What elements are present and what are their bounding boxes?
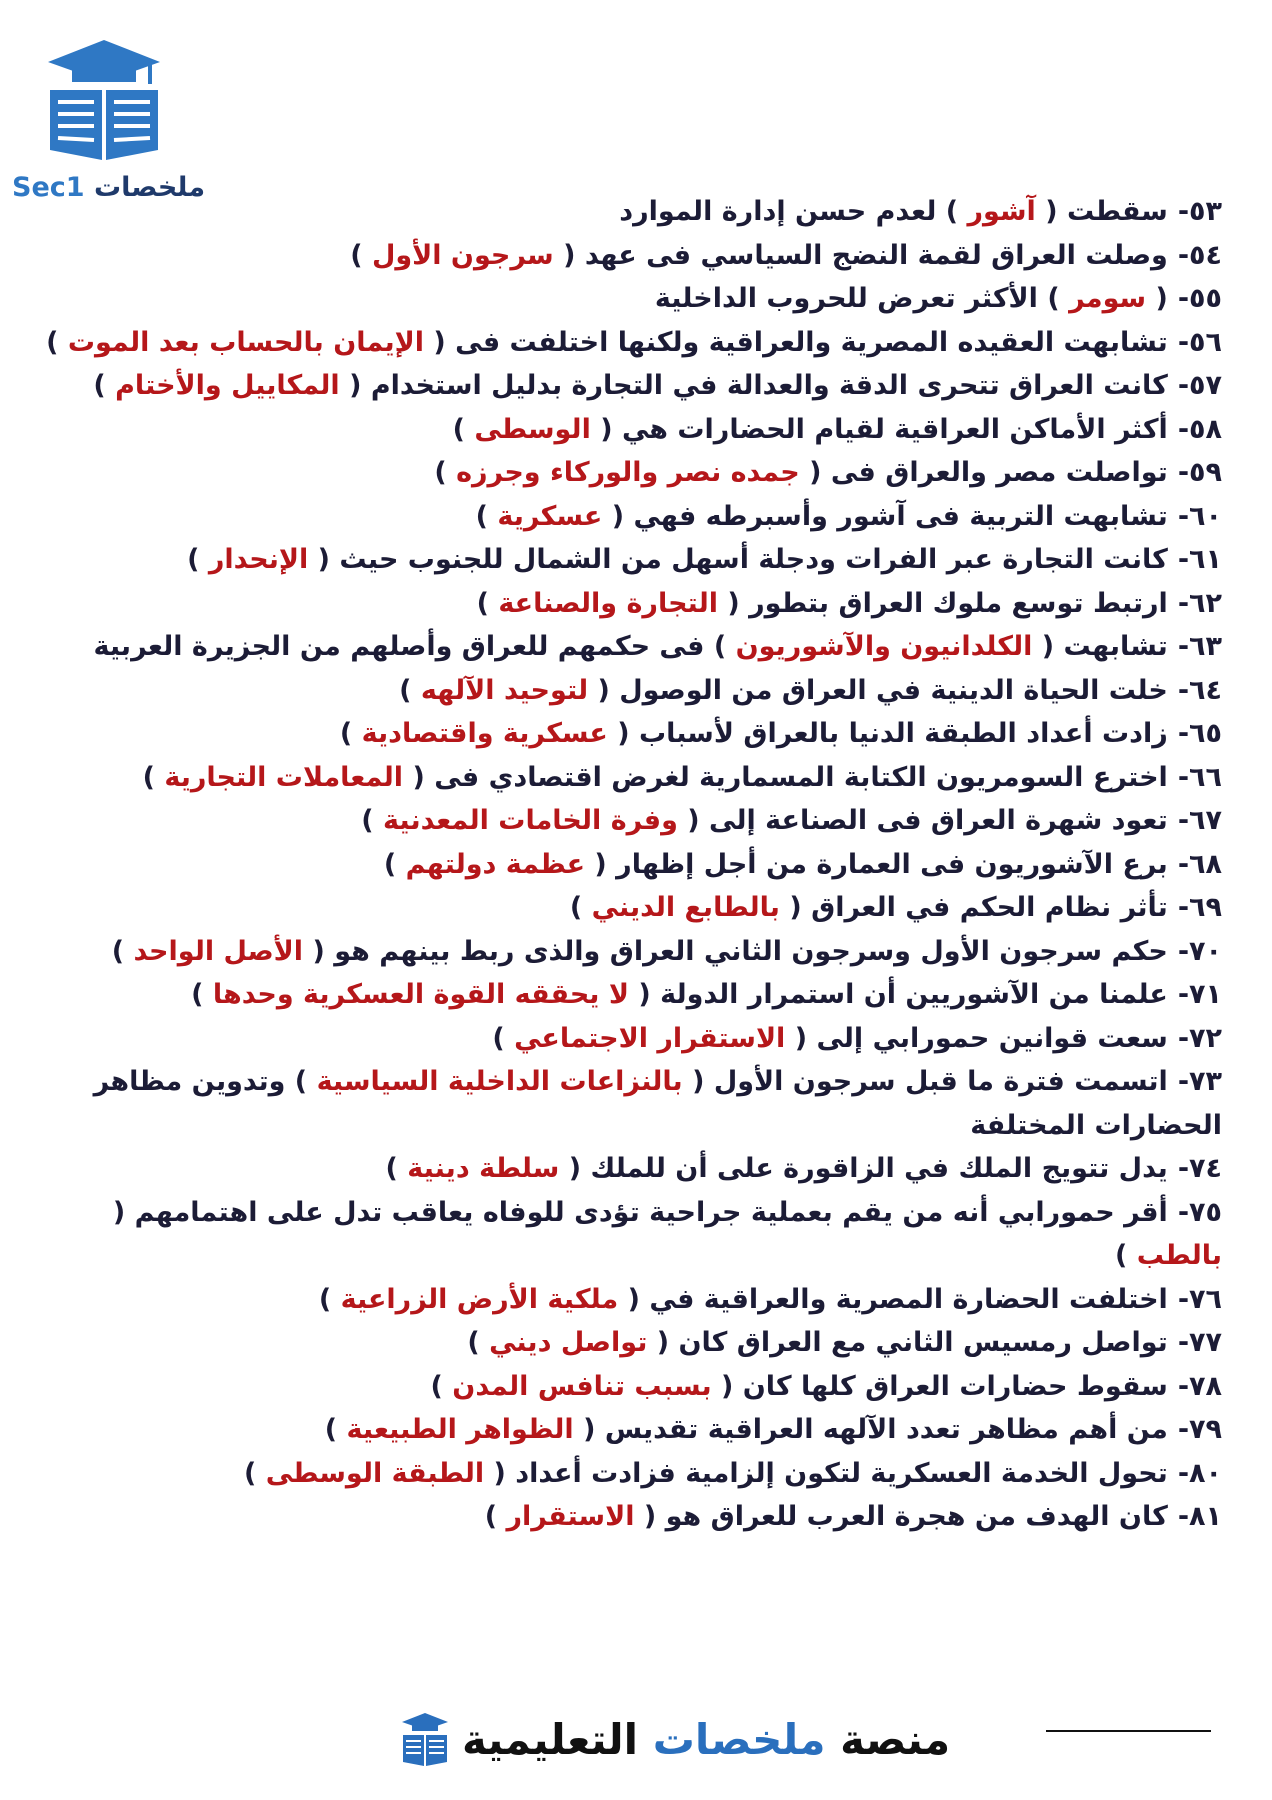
list-item bbox=[40, 669, 1222, 713]
item-answer: بالنزاعات الداخلية السياسية bbox=[316, 1066, 683, 1097]
item-number: ٧٤- bbox=[1177, 1153, 1222, 1184]
list-item bbox=[40, 582, 1222, 626]
item-answer: بالطابع الديني bbox=[591, 892, 780, 923]
item-number: ٦٤- bbox=[1177, 674, 1222, 706]
footer-title bbox=[462, 1708, 950, 1772]
list-item bbox=[40, 234, 1222, 278]
item-text: ( bbox=[1155, 283, 1168, 314]
list-item bbox=[40, 886, 1222, 930]
item-number: ٥٧- bbox=[1177, 370, 1222, 401]
item-number: ٦٦- bbox=[1177, 761, 1222, 793]
list-item bbox=[40, 451, 1222, 495]
list-item bbox=[40, 538, 1222, 582]
item-text-end: ) bbox=[324, 1414, 338, 1445]
item-text: تشابهت العقيده المصرية والعراقية ولكنها اختلفت فى ( bbox=[433, 326, 1168, 358]
list-item bbox=[40, 843, 1222, 887]
item-text: كان الهدف من هجرة العرب للعراق هو ( bbox=[643, 1501, 1168, 1532]
item-text: تأثر نظام الحكم في العراق ( bbox=[789, 892, 1168, 923]
item-answer: وفرة الخامات المعدنية bbox=[383, 805, 678, 836]
list-item bbox=[40, 277, 1222, 321]
item-text-end: ) bbox=[93, 370, 106, 401]
item-number: ٧٧- bbox=[1177, 1327, 1222, 1358]
item-answer: الوسطى bbox=[474, 413, 591, 445]
item-answer: سومر bbox=[1069, 283, 1147, 314]
item-text: سقطت ( bbox=[1045, 196, 1168, 227]
list-item bbox=[40, 625, 1222, 669]
item-answer: ملكية الأرض الزراعية bbox=[340, 1283, 619, 1315]
item-answer: آشور bbox=[967, 196, 1036, 227]
item-text: زادت أعداد الطبقة الدنيا بالعراق لأسباب ( bbox=[617, 718, 1168, 749]
item-number: ٧١- bbox=[1177, 979, 1222, 1010]
footer-divider bbox=[1046, 1730, 1211, 1732]
list-item bbox=[40, 364, 1222, 408]
item-answer: عسكرية واقتصادية bbox=[361, 718, 608, 749]
list-item bbox=[40, 930, 1222, 974]
list-item bbox=[40, 799, 1222, 843]
item-answer: بسبب تنافس المدن bbox=[452, 1370, 712, 1402]
item-text: تواصل رمسيس الثاني مع العراق كان ( bbox=[656, 1327, 1168, 1358]
item-text-end: ) bbox=[467, 1327, 480, 1358]
list-item bbox=[40, 321, 1222, 365]
item-text: أكثر الأماكن العراقية لقيام الحضارات هي ( bbox=[600, 413, 1168, 445]
item-text-end: ) bbox=[243, 1457, 257, 1489]
item-text: تشابهت ( bbox=[1041, 631, 1168, 662]
list-item bbox=[40, 190, 1222, 234]
item-text: من أهم مظاهر تعدد الآلهه العراقية تقديس ( bbox=[583, 1414, 1168, 1445]
item-number: ٧٥- bbox=[1177, 1196, 1222, 1228]
list-item bbox=[40, 1365, 1222, 1409]
item-number: ٦٣- bbox=[1177, 631, 1222, 662]
item-number: ٦١- bbox=[1177, 544, 1222, 575]
list-item bbox=[40, 1017, 1222, 1061]
item-answer: جمده نصر والوركاء وجرزه bbox=[456, 457, 800, 488]
item-text: سعت قوانين حمورابي إلى ( bbox=[794, 1022, 1168, 1054]
item-text: ارتبط توسع ملوك العراق بتطور ( bbox=[727, 587, 1168, 619]
item-answer: لا يحققه القوة العسكرية وحدها bbox=[212, 979, 629, 1010]
item-text-end: ) وتدوين مظاهر الحضارات المختلفة bbox=[93, 1066, 1222, 1141]
item-answer: سرجون الأول bbox=[371, 239, 554, 271]
item-answer: الاستقرار الاجتماعي bbox=[514, 1022, 786, 1054]
item-text-end: ) bbox=[318, 1283, 332, 1315]
item-number: ٧٣- bbox=[1177, 1066, 1222, 1097]
item-number: ٥٤- bbox=[1177, 239, 1222, 271]
item-number: ٦٥- bbox=[1177, 718, 1222, 749]
logo-sec1: Sec1 bbox=[12, 172, 85, 203]
list-item bbox=[40, 1060, 1222, 1147]
item-number: ٥٣- bbox=[1177, 196, 1222, 227]
item-text-end: ) فى حكمهم للعراق وأصلهم من الجزيرة العربية bbox=[93, 631, 727, 662]
item-answer: سلطة دينية bbox=[407, 1153, 560, 1184]
item-text-end: ) bbox=[569, 892, 583, 923]
item-answer: عسكرية bbox=[497, 500, 603, 532]
item-text: حكم سرجون الأول وسرجون الثاني العراق والذى ربط بينهم هو ( bbox=[312, 935, 1168, 967]
item-number: ٨١- bbox=[1177, 1501, 1222, 1532]
item-number: ٧٢- bbox=[1177, 1022, 1222, 1054]
footer-highlight: ملخصات bbox=[652, 1715, 826, 1764]
brand-logo bbox=[12, 38, 212, 208]
item-number: ٦٢- bbox=[1177, 587, 1222, 619]
item-text-end: ) bbox=[452, 413, 465, 445]
answer-list bbox=[40, 190, 1222, 1539]
item-text: خلت الحياة الدينية في العراق من الوصول ( bbox=[597, 674, 1168, 706]
item-answer: الأصل الواحد bbox=[133, 935, 304, 967]
item-text-end: ) لعدم حسن إدارة الموارد bbox=[619, 196, 959, 227]
item-text: يدل تتويج الملك في الزاقورة على أن للملك ( bbox=[568, 1153, 1168, 1184]
item-text: أقر حمورابي أنه من يقم بعملية جراحية تؤدى للوفاه يعاقب تدل على اهتمامهم ( bbox=[112, 1196, 1168, 1228]
item-number: ٧٦- bbox=[1177, 1283, 1222, 1315]
item-text: وصلت العراق لقمة النضج السياسي فى عهد ( bbox=[563, 239, 1168, 271]
item-number: ٥٨- bbox=[1177, 413, 1222, 445]
list-item bbox=[40, 1191, 1222, 1278]
item-text-end: ) bbox=[350, 239, 363, 271]
item-text-end: ) bbox=[476, 587, 489, 619]
list-item bbox=[40, 495, 1222, 539]
item-answer: بالطب bbox=[1136, 1240, 1222, 1271]
item-answer: التجارة والصناعة bbox=[498, 587, 718, 619]
item-text: علمنا من الآشوريين أن استمرار الدولة ( bbox=[638, 979, 1168, 1010]
footer-suffix: التعليمية bbox=[462, 1715, 639, 1764]
list-item bbox=[40, 973, 1222, 1017]
book-cap-icon bbox=[42, 38, 167, 166]
list-item bbox=[40, 756, 1222, 800]
item-answer: الكلدانيون والآشوريون bbox=[735, 631, 1033, 662]
logo-arabic: ملخصات bbox=[93, 172, 206, 203]
item-text: كانت التجارة عبر الفرات ودجلة أسهل من الشمال للجنوب حيث ( bbox=[317, 544, 1168, 575]
item-text: تعود شهرة العراق فى الصناعة إلى ( bbox=[687, 805, 1168, 836]
item-answer: الإنحدار bbox=[208, 544, 309, 575]
item-text-end: ) bbox=[492, 1022, 505, 1054]
footer-prefix: منصة bbox=[840, 1715, 951, 1764]
item-text-end: ) bbox=[142, 761, 155, 793]
item-number: ٧٨- bbox=[1177, 1370, 1222, 1402]
item-text-end: ) bbox=[46, 326, 59, 358]
item-number: ٨٠- bbox=[1177, 1457, 1222, 1489]
item-number: ٦٠- bbox=[1177, 500, 1222, 532]
book-cap-icon bbox=[400, 1712, 450, 1768]
item-text: تشابهت التربية فى آشور وأسبرطه فهي ( bbox=[611, 500, 1168, 532]
item-text-end: ) bbox=[191, 979, 204, 1010]
item-text-end: ) bbox=[361, 805, 374, 836]
item-text: تحول الخدمة العسكرية لتكون إلزامية فزادت أعداد ( bbox=[493, 1457, 1168, 1489]
item-number: ٦٧- bbox=[1177, 805, 1222, 836]
item-number: ٥٩- bbox=[1177, 457, 1222, 488]
item-text: برع الآشوريون فى العمارة من أجل إظهار ( bbox=[594, 848, 1168, 880]
item-number: ٥٥- bbox=[1177, 283, 1222, 314]
item-text-end: ) bbox=[430, 1370, 443, 1402]
item-text-end: ) الأكثر تعرض للحروب الداخلية bbox=[654, 283, 1060, 314]
item-text-end: ) bbox=[339, 718, 353, 749]
footer-brand bbox=[400, 1708, 951, 1778]
list-item bbox=[40, 1147, 1222, 1191]
item-answer: الإيمان بالحساب بعد الموت bbox=[67, 326, 425, 358]
item-text: اخترع السومريون الكتابة المسمارية لغرض اقتصادي فى ( bbox=[412, 761, 1168, 793]
item-answer: المكاييل والأختام bbox=[115, 370, 340, 401]
item-answer: المعاملات التجارية bbox=[164, 761, 404, 793]
item-answer: الاستقرار bbox=[506, 1501, 635, 1532]
item-text-end: ) bbox=[111, 935, 125, 967]
item-text-end: ) bbox=[484, 1501, 498, 1532]
item-answer: تواصل ديني bbox=[489, 1327, 648, 1358]
list-item bbox=[40, 1495, 1222, 1539]
item-text-end: ) bbox=[434, 457, 447, 488]
list-item bbox=[40, 1408, 1222, 1452]
item-text-end: ) bbox=[475, 500, 488, 532]
item-text-end: ) bbox=[383, 848, 397, 880]
item-text: اتسمت فترة ما قبل سرجون الأول ( bbox=[692, 1066, 1168, 1097]
item-number: ٧٩- bbox=[1177, 1414, 1222, 1445]
item-number: ٧٠- bbox=[1177, 935, 1222, 967]
list-item bbox=[40, 1278, 1222, 1322]
list-item bbox=[40, 408, 1222, 452]
item-answer: الطبقة الوسطى bbox=[265, 1457, 485, 1489]
item-answer: الظواهر الطبيعية bbox=[346, 1414, 574, 1445]
list-item bbox=[40, 1321, 1222, 1365]
item-text-end: ) bbox=[399, 674, 412, 706]
item-text-end: ) bbox=[187, 544, 200, 575]
list-item bbox=[40, 712, 1222, 756]
item-text-end: ) bbox=[1114, 1240, 1128, 1271]
item-text: كانت العراق تتحرى الدقة والعدالة في التجارة بدليل استخدام ( bbox=[349, 370, 1168, 401]
item-number: ٥٦- bbox=[1177, 326, 1222, 358]
item-answer: عظمة دولتهم bbox=[405, 848, 586, 880]
item-number: ٦٩- bbox=[1177, 892, 1222, 923]
item-text: سقوط حضارات العراق كلها كان ( bbox=[720, 1370, 1168, 1402]
item-text: اختلفت الحضارة المصرية والعراقية في ( bbox=[627, 1283, 1168, 1315]
item-number: ٦٨- bbox=[1177, 848, 1222, 880]
item-text-end: ) bbox=[385, 1153, 398, 1184]
item-text: تواصلت مصر والعراق فى ( bbox=[809, 457, 1168, 488]
item-answer: لتوحيد الآلهه bbox=[420, 674, 589, 706]
list-item bbox=[40, 1452, 1222, 1496]
